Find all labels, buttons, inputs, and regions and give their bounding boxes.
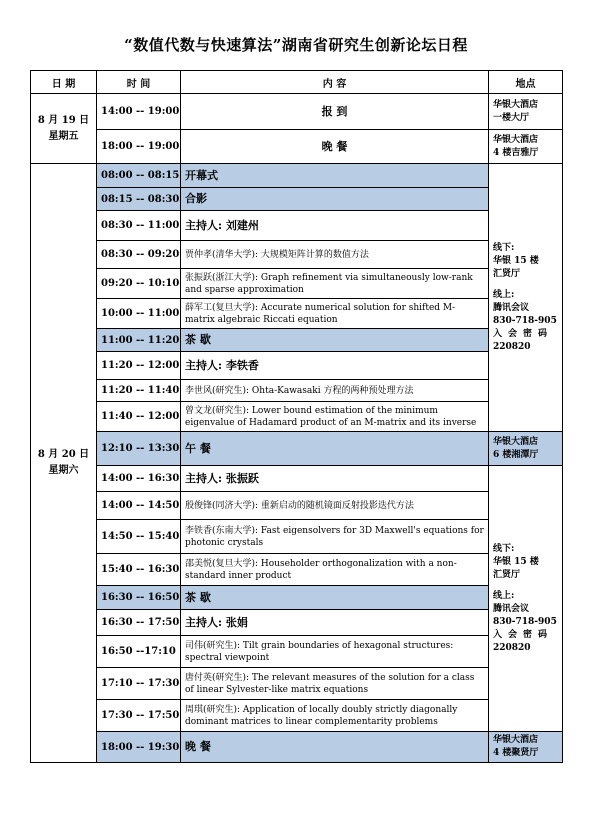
time-cell: 08:00 -- 08:15	[97, 164, 181, 188]
content-cell: 殷俊锋(同济大学): 重新启动的随机镜面反射投影迭代方法	[181, 492, 489, 520]
time-cell: 14:00 -- 14:50	[97, 492, 181, 520]
time-cell: 11:20 -- 11:40	[97, 380, 181, 402]
content-cell: 主持人: 张振跃	[181, 466, 489, 492]
table-row	[31, 732, 563, 763]
header-row	[31, 71, 563, 94]
header-time: 时 间	[97, 71, 181, 94]
time-cell: 15:40 -- 16:30	[97, 554, 181, 586]
page-title: “数值代数与快速算法”湖南省研究生创新论坛日程	[124, 36, 468, 54]
location-cell	[489, 432, 563, 466]
venue-online-app: 腾讯会议	[493, 302, 530, 313]
time-cell: 10:00 -- 11:00	[97, 299, 181, 329]
content-cell: 晚 餐	[181, 130, 489, 164]
time-cell: 12:10 -- 13:30	[97, 432, 181, 466]
content-cell: 合影	[181, 188, 489, 211]
content-cell: 李世风(研究生): Ohta-Kawasaki 方程的两种预处理方法	[181, 380, 489, 402]
venue-offline-room: 汇贤厅	[493, 268, 521, 279]
table-row	[31, 432, 563, 466]
location-line: 华银大酒店	[493, 735, 539, 745]
table-row	[31, 241, 563, 269]
time-cell: 18:00 -- 19:30	[97, 732, 181, 763]
table-row	[31, 380, 563, 402]
content-cell: 邵美悦(复旦大学): Householder orthogonalization with a non-standard inner product	[181, 554, 489, 586]
time-cell: 17:30 -- 17:50	[97, 700, 181, 732]
venue-online-label: 线上:	[493, 590, 515, 601]
time-cell: 11:00 -- 11:20	[97, 329, 181, 352]
table-row	[31, 668, 563, 700]
table-row	[31, 466, 563, 492]
content-cell: 晚 餐	[181, 732, 489, 763]
location-line: 一楼大厅	[493, 112, 530, 123]
venue-password-label: 入会密码	[493, 328, 554, 339]
table-row	[31, 130, 563, 164]
content-cell: 贾仲孝(清华大学): 大规模矩阵计算的数值方法	[181, 241, 489, 269]
weekday-label: 星期六	[48, 465, 79, 476]
time-cell: 11:20 -- 12:00	[97, 352, 181, 380]
schedule-table	[30, 70, 563, 763]
location-line: 6 楼湘潭厅	[493, 449, 539, 460]
table-row	[31, 636, 563, 668]
content-cell: 主持人: 李铁香	[181, 352, 489, 380]
venue-online-app: 腾讯会议	[493, 603, 530, 614]
content-cell: 曾文龙(研究生): Lower bound estimation of the minimum eigenvalue of Hadamard product of an M-matrix and its inverse	[181, 402, 489, 432]
time-cell: 16:50 --17:10	[97, 636, 181, 668]
time-cell: 16:30 -- 16:50	[97, 586, 181, 610]
table-row	[31, 329, 563, 352]
table-row	[31, 211, 563, 241]
table-row	[31, 269, 563, 299]
weekday-label: 星期五	[48, 130, 79, 142]
location-line: 华银大酒店	[493, 134, 539, 145]
time-cell: 08:30 -- 09:20	[97, 241, 181, 269]
table-row	[31, 402, 563, 432]
date-cell-day2	[31, 164, 97, 763]
date-label: 8 月 19 日	[37, 114, 90, 126]
venue-password: 220820	[493, 341, 531, 352]
content-cell: 张振跃(浙江大学): Graph refinement via simultaneously low-rank and sparse approximation	[181, 269, 489, 299]
venue-offline-place: 华银 15 楼	[493, 556, 539, 567]
venue-offline-label: 线下:	[493, 242, 515, 253]
table-row	[31, 164, 563, 188]
content-cell: 开幕式	[181, 164, 489, 188]
header-content: 内 容	[181, 71, 489, 94]
table-row	[31, 554, 563, 586]
table-row	[31, 188, 563, 211]
content-cell: 主持人: 张娟	[181, 610, 489, 636]
header-location: 地点	[489, 71, 563, 94]
table-row	[31, 492, 563, 520]
time-cell: 14:00 -- 19:00	[97, 94, 181, 130]
header-date: 日 期	[31, 71, 97, 94]
table-row	[31, 586, 563, 610]
venue-password-label: 入会密码	[493, 629, 554, 640]
content-cell: 茶 歇	[181, 329, 489, 352]
location-cell	[489, 94, 563, 130]
table-row	[31, 94, 563, 130]
venue-offline-label: 线下:	[493, 543, 515, 554]
time-cell: 11:40 -- 12:00	[97, 402, 181, 432]
content-cell: 唐付英(研究生): The relevant measures of the solution for a class of linear Sylvester-like matrix equations	[181, 668, 489, 700]
time-cell: 14:50 -- 15:40	[97, 520, 181, 554]
time-cell: 14:00 -- 16:30	[97, 466, 181, 492]
venue-offline-place: 华银 15 楼	[493, 255, 539, 266]
location-cell	[489, 130, 563, 164]
location-line: 4 楼聚贤厅	[493, 748, 539, 758]
time-cell: 17:10 -- 17:30	[97, 668, 181, 700]
time-cell: 18:00 -- 19:00	[97, 130, 181, 164]
date-label: 8 月 20 日	[37, 449, 90, 460]
table-row	[31, 299, 563, 329]
time-cell: 08:15 -- 08:30	[97, 188, 181, 211]
location-line: 华银大酒店	[493, 436, 539, 447]
content-cell: 主持人: 刘建州	[181, 211, 489, 241]
time-cell: 16:30 -- 17:50	[97, 610, 181, 636]
table-row	[31, 520, 563, 554]
venue-cell-afternoon	[489, 466, 563, 732]
table-row	[31, 352, 563, 380]
venue-online-label: 线上:	[493, 289, 515, 300]
venue-password: 220820	[493, 642, 531, 653]
venue-offline-room: 汇贤厅	[493, 569, 521, 580]
table-row	[31, 610, 563, 636]
content-cell: 午 餐	[181, 432, 489, 466]
location-cell	[489, 732, 563, 763]
content-cell: 司伟(研究生): Tilt grain boundaries of hexagonal structures: spectral viewpoint	[181, 636, 489, 668]
venue-meeting-id: 830-718-905	[493, 315, 557, 326]
venue-meeting-id: 830-718-905	[493, 616, 557, 627]
content-cell: 周琪(研究生): Application of locally doubly strictly diagonally dominant matrices to linear complementarity problems	[181, 700, 489, 732]
time-cell: 08:30 -- 11:00	[97, 211, 181, 241]
table-row	[31, 700, 563, 732]
venue-cell-morning	[489, 164, 563, 432]
time-cell: 09:20 -- 10:10	[97, 269, 181, 299]
content-cell: 薛军工(复旦大学): Accurate numerical solution for shifted M-matrix algebraic Riccati equation	[181, 299, 489, 329]
location-line: 华银大酒店	[493, 99, 539, 110]
location-line: 4 楼吉雅厅	[493, 147, 539, 158]
content-cell: 李铁香(东南大学): Fast eigensolvers for 3D Maxwell's equations for photonic crystals	[181, 520, 489, 554]
content-cell: 茶 歇	[181, 586, 489, 610]
content-cell: 报 到	[181, 94, 489, 130]
date-cell-day1	[31, 94, 97, 164]
